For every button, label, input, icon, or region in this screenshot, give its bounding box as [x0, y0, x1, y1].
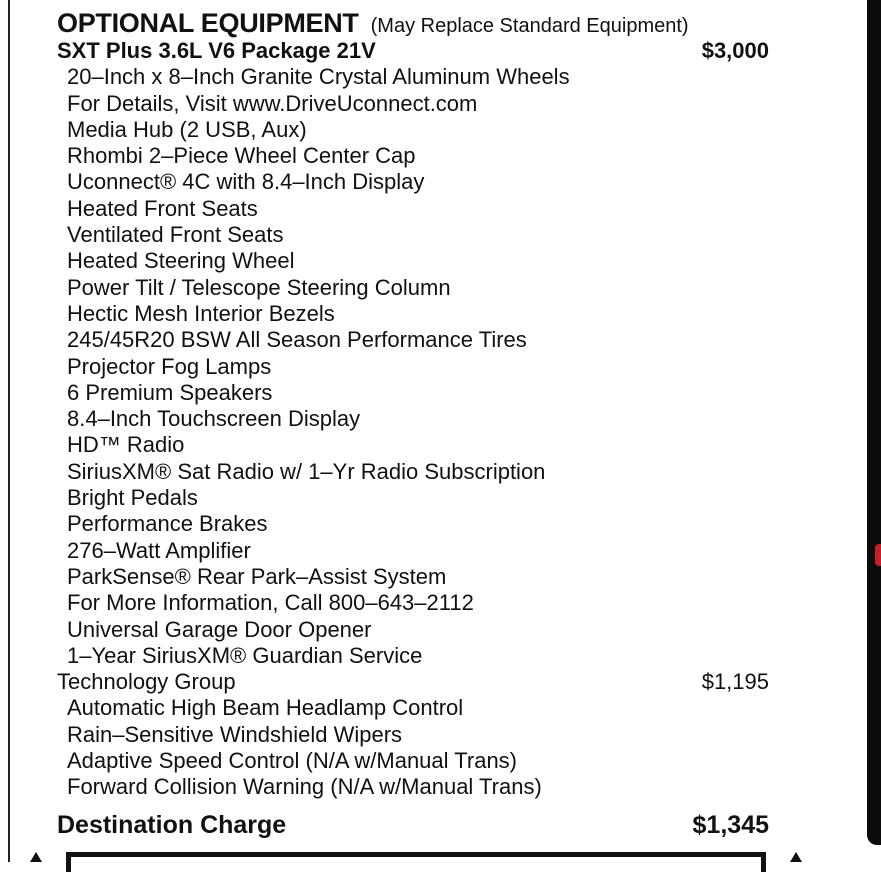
list-item: 276–Watt Amplifier	[67, 537, 251, 563]
destination-label: Destination Charge	[57, 810, 287, 839]
list-item: Automatic High Beam Headlamp Control	[67, 695, 464, 721]
section-header	[57, 8, 769, 38]
list-item: Universal Garage Door Opener	[67, 616, 372, 642]
list-item: Adaptive Speed Control (N/A w/Manual Trans)	[67, 748, 518, 774]
window-sticker-optional-equipment	[57, 8, 769, 840]
list-item: Media Hub (2 USB, Aux)	[67, 116, 307, 142]
package-row	[57, 38, 769, 64]
list-item: Rhombi 2–Piece Wheel Center Cap	[67, 143, 416, 169]
list-item: HD™ Radio	[67, 432, 185, 458]
list-item: 20–Inch x 8–Inch Granite Crystal Aluminum Wheels	[67, 64, 570, 90]
list-item: Uconnect® 4C with 8.4–Inch Display	[67, 169, 425, 195]
destination-price: $1,345	[692, 810, 769, 839]
list-item: Rain–Sensitive Windshield Wipers	[67, 721, 403, 747]
list-item: For More Information, Call 800–643–2112	[67, 590, 474, 616]
destination-row	[57, 811, 769, 840]
page-right-edge	[867, 0, 881, 845]
list-item: 245/45R20 BSW All Season Performance Tires	[67, 327, 527, 353]
list-item: Hectic Mesh Interior Bezels	[67, 300, 335, 326]
package-name: SXT Plus 3.6L V6 Package 21V	[57, 38, 376, 63]
package-price: $3,000	[701, 38, 769, 63]
list-item: Ventilated Front Seats	[67, 222, 284, 248]
list-item: For Details, Visit www.DriveUconnect.com	[67, 90, 478, 116]
technology-items-list	[57, 695, 769, 800]
technology-group-name: Technology Group	[57, 669, 236, 695]
list-item: 1–Year SiriusXM® Guardian Service	[67, 642, 423, 668]
corner-mark-right	[790, 852, 802, 862]
technology-group-row	[57, 669, 769, 695]
list-item: 6 Premium Speakers	[67, 379, 273, 405]
list-item: 8.4–Inch Touchscreen Display	[67, 406, 361, 432]
section-note: (May Replace Standard Equipment)	[370, 15, 689, 37]
corner-mark-left	[30, 852, 42, 862]
bottom-box-border	[66, 852, 766, 872]
list-item: Power Tilt / Telescope Steering Column	[67, 274, 451, 300]
page-left-border	[8, 0, 10, 862]
list-item: Performance Brakes	[67, 511, 268, 537]
list-item: Heated Steering Wheel	[67, 248, 295, 274]
package-items-list	[57, 64, 769, 669]
list-item: Heated Front Seats	[67, 195, 258, 221]
list-item: Bright Pedals	[67, 485, 198, 511]
list-item: Forward Collision Warning (N/A w/Manual Trans)	[67, 774, 542, 800]
list-item: ParkSense® Rear Park–Assist System	[67, 563, 447, 589]
list-item: SiriusXM® Sat Radio w/ 1–Yr Radio Subscription	[67, 458, 546, 484]
section-title: OPTIONAL EQUIPMENT	[57, 8, 359, 38]
technology-group-price: $1,195	[701, 669, 769, 695]
list-item: Projector Fog Lamps	[67, 353, 272, 379]
red-marker	[875, 544, 881, 566]
